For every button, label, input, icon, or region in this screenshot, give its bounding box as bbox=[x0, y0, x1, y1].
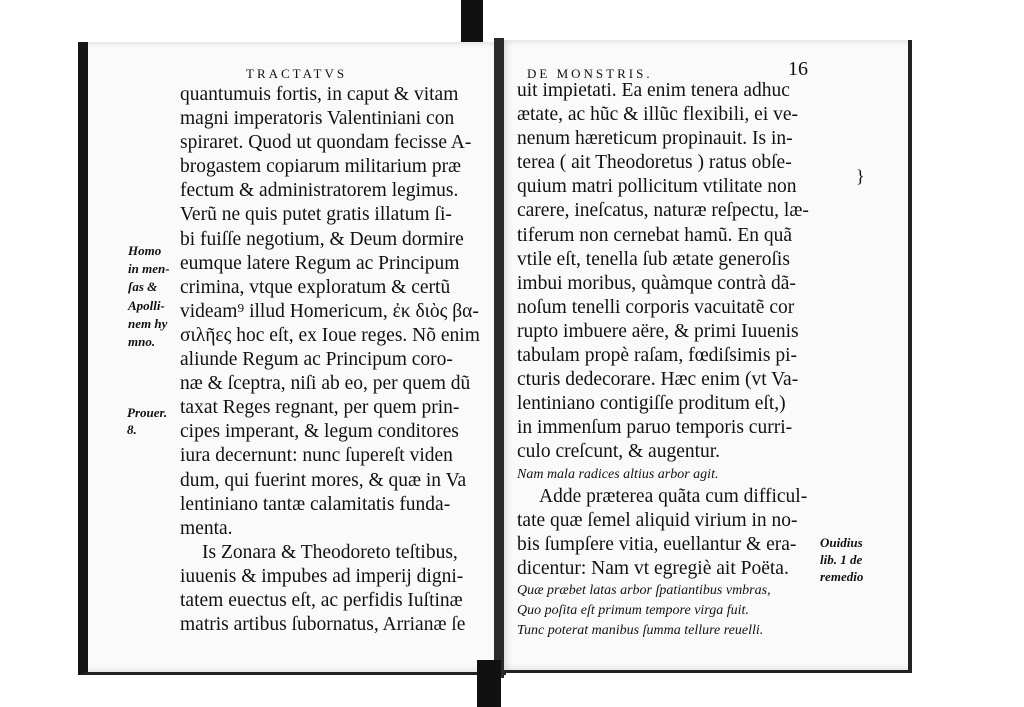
margin-note-line: nem hy bbox=[128, 315, 168, 331]
text-line: bi fuiſſe negotium, & Deum dormire bbox=[180, 228, 464, 250]
left-running-head: TRACTATVS bbox=[246, 66, 348, 81]
text-line: quium matri pollicitum vtilitate non bbox=[517, 176, 797, 198]
right-running-head: DE MONSTRIS. bbox=[527, 66, 653, 81]
text-line: cturis dedecorare. Hæc enim (vt Va- bbox=[517, 369, 799, 391]
text-line: rupto imbuere aëre, & primi Iuuenis bbox=[517, 320, 799, 342]
text-line: ætate, ac hũc & illũc flexibili, ei ve- bbox=[517, 104, 799, 126]
margin-note-line: remedio bbox=[820, 569, 864, 584]
text-line: quantumuis fortis, in caput & vitam bbox=[180, 84, 459, 105]
text-line: eumque latere Regum ac Principum bbox=[180, 252, 460, 274]
text-line: dum, qui fuerint mores, & quæ in Va bbox=[180, 469, 467, 491]
verse-quote: Quo poſita eſt primum tempore virga fuit. bbox=[517, 602, 749, 618]
text-line: menta. bbox=[180, 517, 233, 539]
text-line: tiferum non cernebat hamũ. En quã bbox=[517, 224, 793, 246]
left-margin-reference bbox=[127, 404, 167, 438]
text-line: σιλῆες hoc eſt, ex Ioue reges. Nõ enim bbox=[180, 324, 480, 346]
bleed-through-mark: } bbox=[856, 166, 865, 186]
ribbon-bookmark-top bbox=[461, 0, 483, 46]
margin-note-line: mno. bbox=[128, 334, 156, 350]
text-line: cipes imperant, & legum conditores bbox=[180, 421, 459, 443]
text-line: Adde præterea quãta cum difficul- bbox=[539, 485, 808, 507]
margin-note-line: lib. 1 de bbox=[820, 552, 863, 567]
text-line: terea ( ait Theodoretus ) ratus obſe- bbox=[517, 152, 792, 174]
left-page-text bbox=[180, 83, 480, 637]
text-line: bis ſumpſere vitia, euellantur & era- bbox=[517, 533, 797, 555]
text-line: in immenſum paruo temporis curri- bbox=[517, 417, 793, 439]
verse-quote: Quæ præbet latas arbor ſpatiantibus vmbras, bbox=[517, 582, 771, 598]
text-line: spiraret. Quod ut quondam fecisse A- bbox=[180, 132, 472, 154]
text-line: lentiniano contigiſſe proditum eſt,) bbox=[517, 393, 786, 415]
text-line: uit impietati. Ea enim tenera adhuc bbox=[517, 80, 790, 101]
text-line: matris artibus ſubornatus, Arrianæ ſe bbox=[180, 614, 466, 636]
text-line: fectum & administratorem legimus. bbox=[180, 180, 459, 202]
text-line: Verũ ne quis putet gratis illatum ſi- bbox=[180, 204, 452, 226]
text-line: Is Zonara & Theodoreto teſtibus, bbox=[202, 541, 458, 563]
text-line: magni imperatoris Valentiniani con bbox=[180, 108, 455, 130]
text-line: culo creſcunt, & augentur. bbox=[517, 441, 721, 463]
margin-note-line: Ouidius bbox=[820, 535, 863, 550]
margin-note-line: 8. bbox=[127, 422, 137, 437]
page-number: 16 bbox=[788, 58, 808, 80]
text-line: næ & ſceptra, niſi ab eo, per quem dũ bbox=[180, 373, 471, 395]
verse-quote: Nam mala radices altius arbor agit. bbox=[517, 466, 719, 482]
text-line: tatem euectus eſt, ac perfidis Iuſtinæ bbox=[180, 589, 463, 611]
margin-note-line: Prouer. bbox=[127, 405, 168, 420]
text-line: noſum tenelli corporis vacuitatẽ cor bbox=[517, 296, 795, 318]
text-line: lentiniano tantæ calamitatis funda- bbox=[180, 493, 451, 515]
right-margin-note bbox=[820, 534, 863, 585]
text-line: brogastem copiarum militarium præ bbox=[180, 156, 462, 178]
text-line: crimina, vtque exploratum & certũ bbox=[180, 276, 451, 298]
margin-note-line: Apolli- bbox=[128, 297, 165, 313]
left-margin-note bbox=[128, 242, 170, 351]
right-page-text bbox=[517, 79, 809, 641]
text-line: carere, ineſcatus, naturæ reſpectu, læ- bbox=[517, 200, 809, 222]
text-line: tabulam propè raſam, fœdiſsimis pi- bbox=[517, 345, 797, 367]
text-line: nenum hæreticum propinauit. Is in- bbox=[517, 128, 793, 150]
text-line: taxat Reges regnant, per quem prin- bbox=[180, 397, 460, 419]
book-gutter bbox=[494, 38, 504, 678]
text-line: dicentur: Nam vt egregiè ait Poëta. bbox=[517, 557, 789, 579]
text-line: tate quæ ſemel aliquid virium in no- bbox=[517, 509, 798, 531]
margin-note-line: in men- bbox=[128, 261, 170, 277]
margin-note-line: ſas & bbox=[128, 279, 158, 295]
text-line: iura decernunt: nunc ſupereſt viden bbox=[180, 445, 453, 467]
ribbon-bookmark-bottom bbox=[477, 660, 501, 707]
text-line: vtile eſt, tenella ſub ætate generoſis bbox=[517, 248, 790, 270]
text-line: imbui moribus, quàmque contrà dã- bbox=[517, 272, 796, 294]
text-line: iuuenis & impubes ad imperij digni- bbox=[180, 565, 464, 587]
text-line: videam⁹ illud Homericum, ἐκ διὸς βα- bbox=[180, 300, 479, 322]
margin-note-line: Homo bbox=[128, 243, 162, 258]
text-line: aliunde Regum ac Principum coro- bbox=[180, 349, 453, 371]
verse-quote: Tunc poterat manibus ſumma tellure reuelli. bbox=[517, 622, 764, 638]
